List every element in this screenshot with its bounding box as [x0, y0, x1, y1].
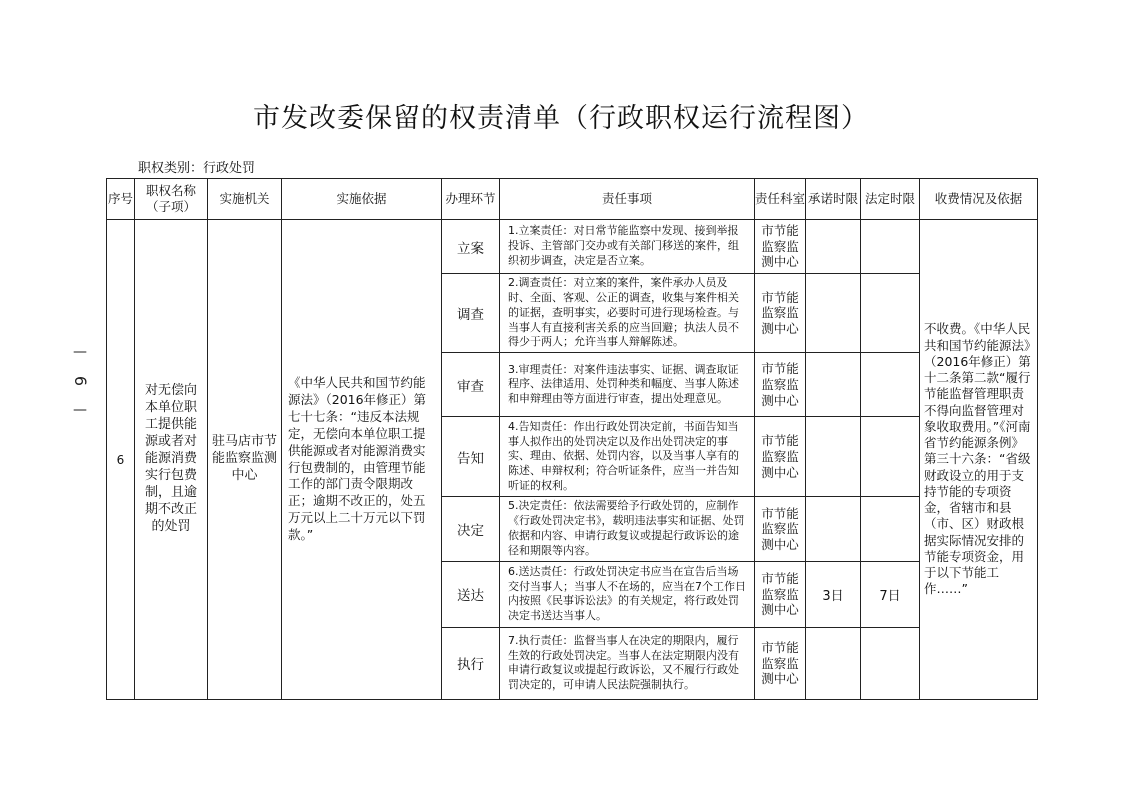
- fee-cell: 不收费。《中华人民共和国节约能源法》（2016年修正）第十二条第二款“履行节能监督管理职责不得向监督管理对象收取费用。”《河南省节约能源条例》第三十六条：“省级财政设立的用于支持节能的专项资金，省辖市和县（市、区）财政根据实际情况安排的节能专项资金，用于以下节能工作……”: [920, 220, 1038, 700]
- header-power-name: 职权名称（子项）: [135, 179, 208, 220]
- legal-limit-cell: [861, 417, 920, 497]
- stage-cell: 调查: [442, 274, 500, 353]
- stage-cell: 执行: [442, 627, 500, 699]
- promised-limit-cell: [806, 417, 861, 497]
- agency-cell: 驻马店市节能监察监测中心: [208, 220, 282, 700]
- page-number: 6: [71, 375, 90, 387]
- header-basis: 实施依据: [282, 179, 442, 220]
- header-stage: 办理环节: [442, 179, 500, 220]
- basis-cell: 《中华人民共和国节约能源法》（2016年修正）第七十七条：“违反本法规定，无偿向本单位职工提供能源或者对能源消费实行包费制的，由管理节能工作的部门责令限期改正；逾期不改正的，处五万元以上二十万元以下罚款。”: [282, 220, 442, 700]
- header-office: 责任科室: [755, 179, 806, 220]
- office-cell: 市节能监察监测中心: [755, 220, 806, 274]
- promised-limit-cell: [806, 627, 861, 699]
- header-fee: 收费情况及依据: [920, 179, 1038, 220]
- stage-cell: 决定: [442, 497, 500, 561]
- legal-limit-cell: [861, 274, 920, 353]
- seq-cell: 6: [107, 220, 135, 700]
- stage-cell: 审查: [442, 353, 500, 417]
- office-cell: 市节能监察监测中心: [755, 274, 806, 353]
- header-legal-limit: 法定时限: [861, 179, 920, 220]
- promised-limit-cell: [806, 353, 861, 417]
- duty-cell: 3.审理责任：对案件违法事实、证据、调查取证程序、法律适用、处罚种类和幅度、当事人陈述和申辩理由等方面进行审查，提出处理意见。: [500, 353, 755, 417]
- page-number-mark: [70, 345, 90, 417]
- duty-cell: 7.执行责任：监督当事人在决定的期限内，履行生效的行政处罚决定。当事人在法定期限内没有申请行政复议或提起行政诉讼，又不履行行政处罚决定的，可申请人民法院强制执行。: [500, 627, 755, 699]
- office-cell: 市节能监察监测中心: [755, 417, 806, 497]
- office-cell: 市节能监察监测中心: [755, 497, 806, 561]
- office-cell: 市节能监察监测中心: [755, 627, 806, 699]
- promised-limit-cell: 3日: [806, 561, 861, 627]
- stage-cell: 送达: [442, 561, 500, 627]
- header-promised-limit: 承诺时限: [806, 179, 861, 220]
- power-category-label: 职权类别：行政处罚: [138, 161, 256, 176]
- legal-limit-cell: 7日: [861, 561, 920, 627]
- power-list-table: [106, 178, 1038, 700]
- table-header-row: [107, 179, 1038, 220]
- legal-limit-cell: [861, 627, 920, 699]
- duty-cell: 4.告知责任：作出行政处罚决定前，书面告知当事人拟作出的处罚决定以及作出处罚决定的事实、理由、依据、处罚内容，以及当事人享有的陈述、申辩权利；符合听证条件，应当一并告知听证的权利。: [500, 417, 755, 497]
- promised-limit-cell: [806, 274, 861, 353]
- promised-limit-cell: [806, 220, 861, 274]
- header-agency: 实施机关: [208, 179, 282, 220]
- stage-cell: 告知: [442, 417, 500, 497]
- promised-limit-cell: [806, 497, 861, 561]
- power-name-cell: 对无偿向本单位职工提供能源或者对能源消费实行包费制，且逾期不改正的处罚: [135, 220, 208, 700]
- duty-cell: 2.调查责任：对立案的案件，案件承办人员及时、全面、客观、公正的调查，收集与案件相关的证据，查明事实，必要时可进行现场检查。与当事人有直接利害关系的应当回避；执法人员不得少于两人；允许当事人辩解陈述。: [500, 274, 755, 353]
- page-title: 市发改委保留的权责清单（行政职权运行流程图）: [253, 103, 869, 134]
- page-number-dash-top: —: [73, 344, 87, 360]
- office-cell: 市节能监察监测中心: [755, 561, 806, 627]
- office-cell: 市节能监察监测中心: [755, 353, 806, 417]
- legal-limit-cell: [861, 497, 920, 561]
- header-seq: 序号: [107, 179, 135, 220]
- duty-cell: 5.决定责任：依法需要给予行政处罚的，应制作《行政处罚决定书》，载明违法事实和证据、处罚依据和内容、申请行政复议或提起行政诉讼的途径和期限等内容。: [500, 497, 755, 561]
- duty-cell: 6.送达责任：行政处罚决定书应当在宣告后当场交付当事人；当事人不在场的，应当在7个工作日内按照《民事诉讼法》的有关规定，将行政处罚决定书送达当事人。: [500, 561, 755, 627]
- legal-limit-cell: [861, 353, 920, 417]
- stage-cell: 立案: [442, 220, 500, 274]
- duty-cell: 1.立案责任：对日常节能监察中发现、接到举报投诉、主管部门交办或有关部门移送的案件，组织初步调查，决定是否立案。: [500, 220, 755, 274]
- table-row: [107, 220, 1038, 274]
- page-number-dash-bottom: —: [73, 402, 87, 418]
- legal-limit-cell: [861, 220, 920, 274]
- header-duty: 责任事项: [500, 179, 755, 220]
